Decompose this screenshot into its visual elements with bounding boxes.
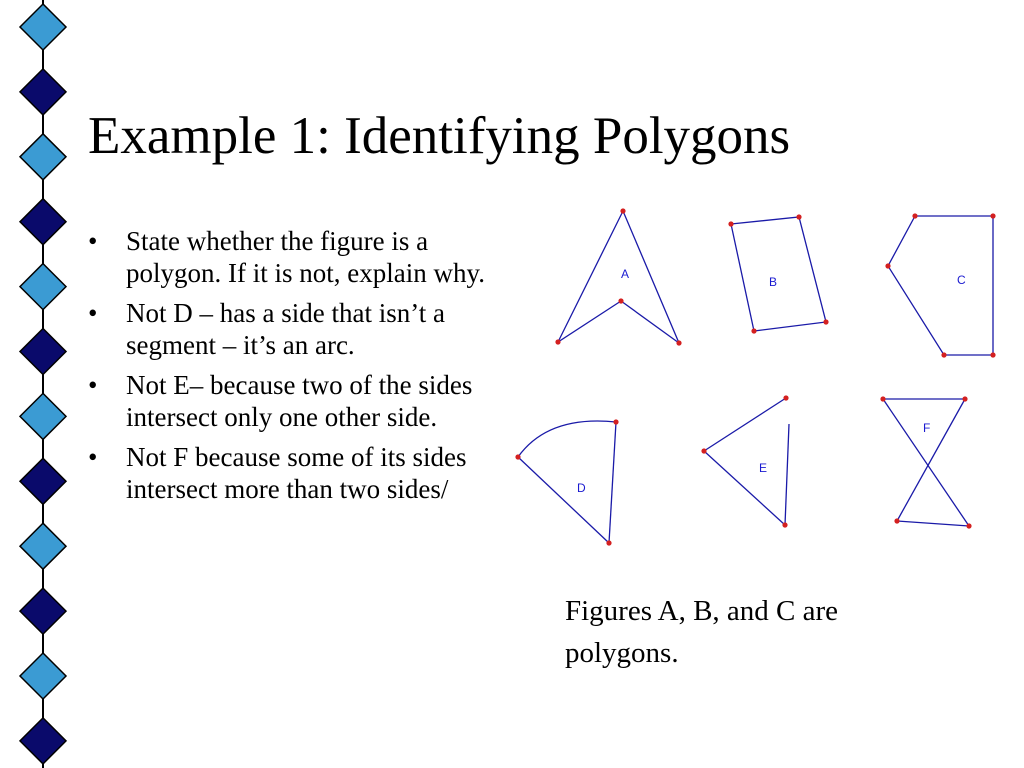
- vertex-point: [894, 518, 899, 523]
- figure-caption: Figures A, B, and C are polygons.: [565, 595, 839, 669]
- vertex-point: [966, 523, 971, 528]
- border-diamond: [20, 523, 66, 569]
- bullet-item: [88, 441, 498, 505]
- bullet-list: [88, 225, 498, 513]
- bullet-text: State whether the figure is a polygon. If it is not, explain why.: [126, 226, 485, 288]
- vertex-point: [990, 213, 995, 218]
- border-diamond: [20, 653, 66, 699]
- border-diamond: [20, 264, 66, 310]
- bullet-item: [88, 225, 498, 289]
- border-diamond: [20, 4, 66, 50]
- vertex-point: [941, 352, 946, 357]
- vertex-point: [796, 214, 801, 219]
- bullet-text: Not D – has a side that isn’t a segment – it’s an arc.: [126, 298, 445, 360]
- figure-e-label: E: [759, 461, 768, 475]
- bullet-text: Not F because some of its sides intersect more than two sides/: [126, 442, 467, 504]
- vertex-point: [618, 298, 623, 303]
- bullet-item: [88, 297, 498, 361]
- bullet-item: [88, 369, 498, 433]
- bullet-dot: •: [88, 442, 98, 472]
- diamond-border: [0, 0, 90, 768]
- vertex-point: [880, 396, 885, 401]
- border-diamond: [20, 393, 66, 439]
- figure-c-shape: [888, 216, 993, 355]
- bullet-dot: •: [88, 370, 98, 400]
- border-diamond: [20, 199, 66, 245]
- figure-b-label: B: [769, 275, 778, 289]
- border-diamond: [20, 588, 66, 634]
- vertex-point: [620, 208, 625, 213]
- vertex-point: [783, 395, 788, 400]
- figure-a-shape: [558, 211, 679, 343]
- vertex-point: [515, 454, 520, 459]
- bullet-dot: •: [88, 226, 98, 256]
- figure-a-label: A: [621, 267, 630, 281]
- vertex-point: [701, 448, 706, 453]
- figure-b-shape: [731, 217, 826, 331]
- vertex-point: [990, 352, 995, 357]
- bullet-dot: •: [88, 298, 98, 328]
- vertex-point: [782, 522, 787, 527]
- border-diamond: [20, 718, 66, 764]
- border-diamond: [20, 69, 66, 115]
- border-diamond: [20, 329, 66, 375]
- polygon-figures: [500, 195, 1024, 555]
- vertex-point: [962, 396, 967, 401]
- vertex-point: [606, 540, 611, 545]
- figure-e-shape: [704, 398, 789, 525]
- slide-title: Example 1: Identifying Polygons: [88, 107, 791, 165]
- figure-c-label: C: [957, 273, 966, 287]
- figure-d-label: D: [577, 481, 586, 495]
- vertex-point: [676, 340, 681, 345]
- vertex-point: [728, 221, 733, 226]
- figure-f-shape: [883, 399, 969, 526]
- vertex-point: [912, 213, 917, 218]
- vertex-point: [751, 328, 756, 333]
- bullet-text: Not E– because two of the sides intersect only one other side.: [126, 370, 473, 432]
- vertex-point: [613, 419, 618, 424]
- border-diamond: [20, 458, 66, 504]
- border-diamond: [20, 134, 66, 180]
- vertex-point: [823, 319, 828, 324]
- vertex-point: [555, 339, 560, 344]
- vertex-point: [885, 263, 890, 268]
- figure-d-shape: [518, 421, 616, 543]
- figure-f-label: F: [923, 421, 931, 435]
